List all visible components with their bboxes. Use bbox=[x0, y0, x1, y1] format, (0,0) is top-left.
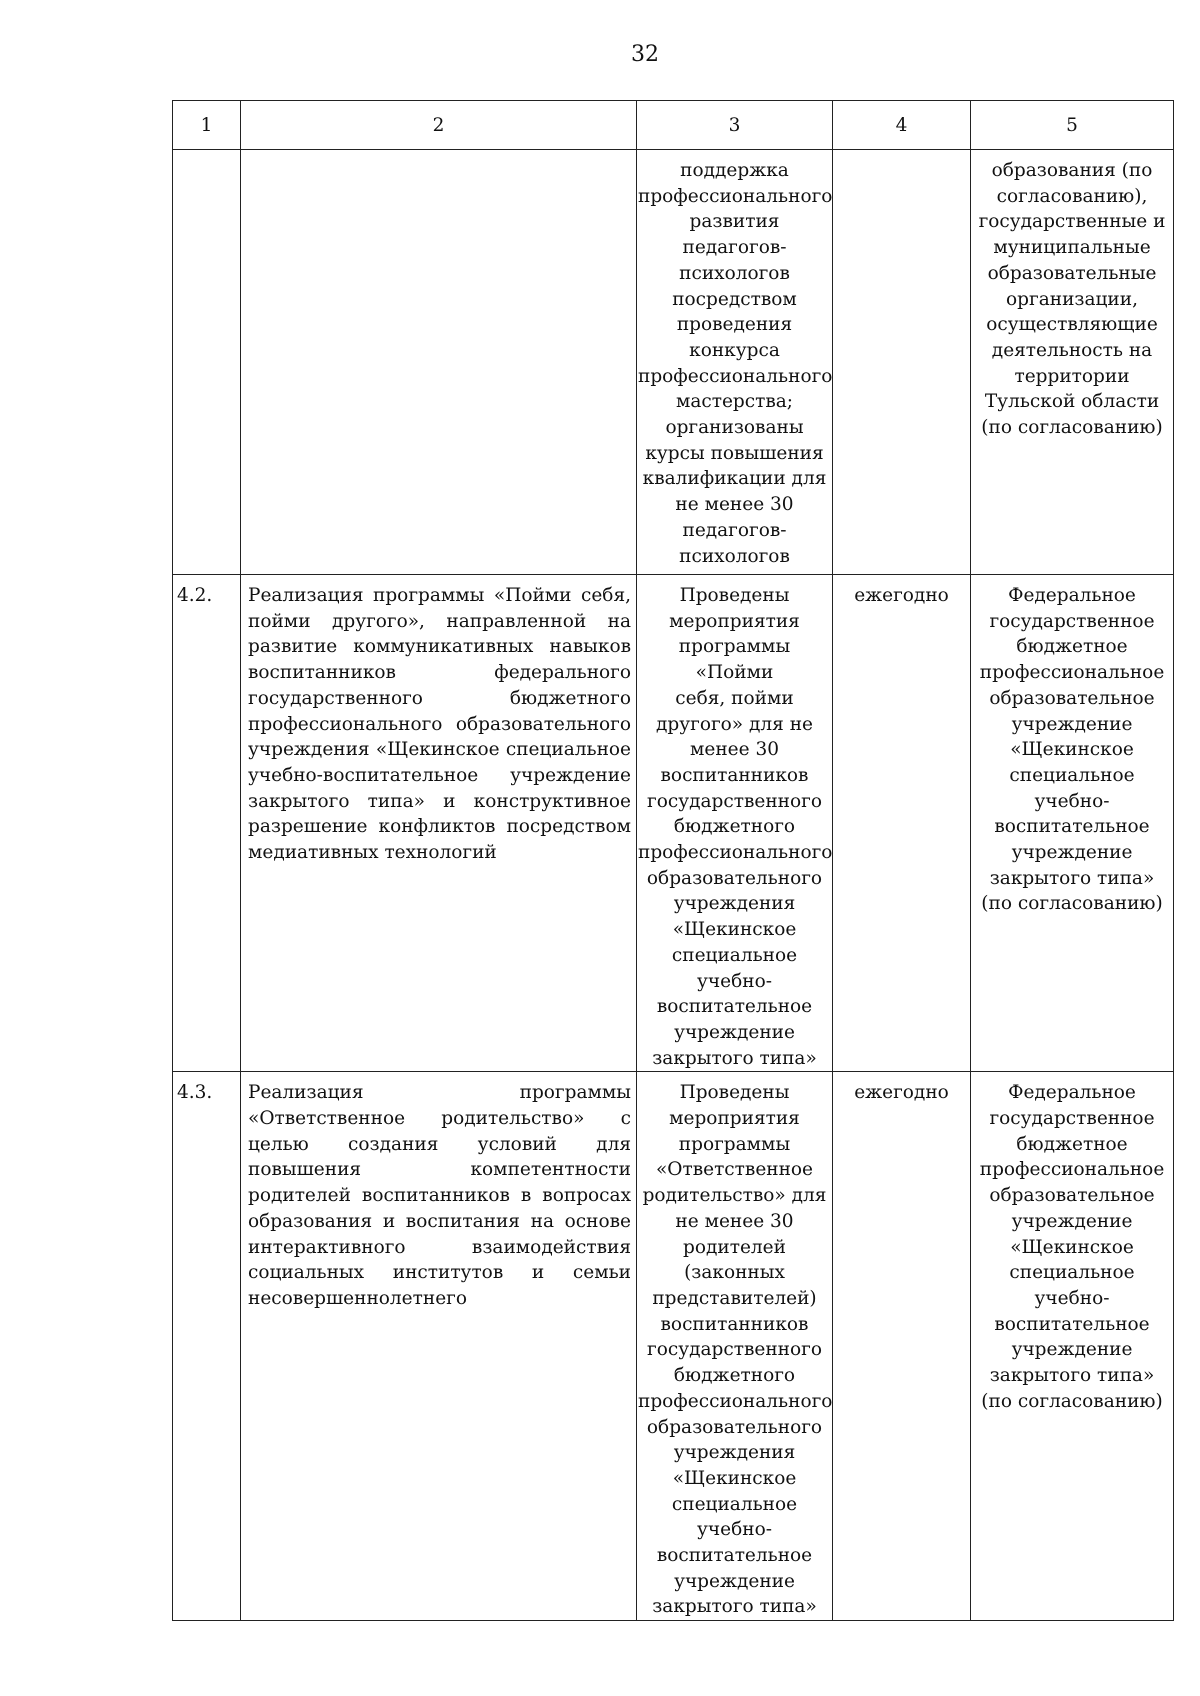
term: ежегодно bbox=[833, 575, 971, 1072]
term: ежегодно bbox=[833, 1072, 971, 1621]
expected-result bbox=[637, 575, 833, 1072]
executor-text: Федеральное государственное бюджетное профессиональное образовательное учреждение «Щекинское специальное учебно- воспитательное учреждение закрытого типа» (по согласованию) bbox=[979, 585, 1165, 915]
event-description bbox=[241, 150, 637, 575]
column-header-4: 4 bbox=[833, 101, 971, 150]
executor-text: Федеральное государственное бюджетное профессиональное образовательное учреждение «Щекинское специальное учебно- воспитательное учреждение закрытого типа» (по согласованию) bbox=[979, 1082, 1165, 1412]
plan-table bbox=[172, 100, 1174, 1621]
expected-result bbox=[637, 150, 833, 575]
column-header-5: 5 bbox=[971, 101, 1174, 150]
row-number: 4.2. bbox=[173, 575, 241, 1072]
event-description-text: Реализация программы «Ответственное родительство» с целью создания условий для повышения компетентности родителей воспитанников в вопросах образования и воспитания на основе интерактивного взаимодействия социальных институтов и семьи несовершеннолетнего bbox=[248, 1082, 631, 1309]
row-number bbox=[173, 150, 241, 575]
table-row bbox=[173, 575, 1174, 1072]
column-header-2: 2 bbox=[241, 101, 637, 150]
expected-result-text: Проведены мероприятия программы «Пойми себя, пойми другого» для не менее 30 воспитанников государственного бюджетного профессионального образовательного учреждения «Щекинское специальное учебно- воспитательное учреждение закрытого типа» bbox=[638, 585, 833, 1069]
expected-result-text: поддержка профессионального развития педагогов- психологов посредством проведения конкурса профессионального мастерства; организованы курсы повышения квалификации для не менее 30 педагогов- психологов bbox=[638, 160, 833, 567]
executor bbox=[971, 150, 1174, 575]
executor-text: образования (по согласованию), государственные и муниципальные образовательные организации, осуществляющие деятельность на территории Тульской области (по согласованию) bbox=[978, 160, 1166, 439]
expected-result bbox=[637, 1072, 833, 1621]
event-description bbox=[241, 1072, 637, 1621]
page-number: 32 bbox=[631, 42, 659, 67]
event-description-text: Реализация программы «Пойми себя, пойми другого», направленной на развитие коммуникативных навыков воспитанников федерального государственного бюджетного профессионального образовательного учреждения «Щекинское специальное учебно-воспитательное учреждение закрытого типа» и конструктивное разрешение конфликтов посредством медиативных технологий bbox=[248, 585, 631, 864]
executor bbox=[971, 1072, 1174, 1621]
column-header-1: 1 bbox=[173, 101, 241, 150]
executor bbox=[971, 575, 1174, 1072]
table-row bbox=[173, 150, 1174, 575]
table-header-row bbox=[173, 101, 1174, 150]
term bbox=[833, 150, 971, 575]
column-header-3: 3 bbox=[637, 101, 833, 150]
row-number: 4.3. bbox=[173, 1072, 241, 1621]
expected-result-text: Проведены мероприятия программы «Ответственное родительство» для не менее 30 родителей (законных представителей) воспитанников государственного бюджетного профессионального образовательного учреждения «Щекинское специальное учебно- воспитательное учреждение закрытого типа» bbox=[638, 1082, 833, 1618]
event-description bbox=[241, 575, 637, 1072]
table-row bbox=[173, 1072, 1174, 1621]
